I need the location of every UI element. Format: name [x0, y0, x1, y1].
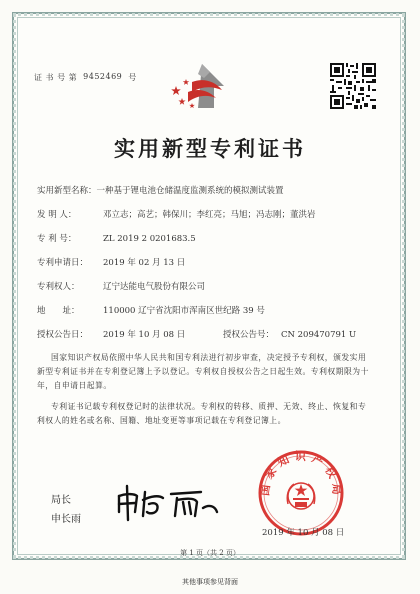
field-address [37, 304, 387, 316]
field-patentee [37, 280, 387, 292]
seal-text: 国家知识产权局 [258, 449, 344, 500]
utility-model-name-value: 一种基于锂电池仓储温度监测系统的模拟测试装置 [96, 186, 284, 196]
director-signature [113, 482, 223, 522]
footer-note: 其他事项参见背面 [182, 578, 238, 586]
director-name: 申长雨 [51, 514, 81, 525]
paragraph-1-line-2: 新型专利证书并在专利登记簿上予以登记。专利权自授权公告之日起生效。专利权期限为十 [37, 367, 369, 376]
grant-date-label: 授权公告日： [37, 330, 89, 340]
paragraph-1-line-3: 年，自申请日起算。 [37, 381, 112, 390]
page-number: 第 1 页（共 2 页） [180, 549, 240, 557]
cert-number-value: 9452469 [83, 72, 123, 81]
filing-date-value: 2019 年 02 月 13 日 [103, 258, 186, 268]
cert-number-label: 证 书 号 第 [34, 73, 78, 82]
patent-number-value: ZL 2019 2 0201683.5 [103, 234, 196, 244]
certificate-title: 实用新型专利证书 [114, 137, 306, 161]
cert-number-suffix: 号 [128, 73, 137, 82]
director-title: 局长 [51, 495, 71, 506]
inventors-value: 邓立志；高艺；韩保川；李红亮；马旭；冯志刚；董洪岩 [103, 210, 316, 220]
field-utility-model-name [37, 184, 387, 196]
certificate-number [34, 72, 137, 83]
patentee-value: 辽宁达能电气股份有限公司 [103, 282, 206, 292]
paragraph-1-line-1: 国家知识产权局依照中华人民共和国专利法进行初步审查，决定授予专利权，颁发实用 [51, 353, 367, 362]
field-patent-number [37, 232, 387, 244]
inventors-label: 发 明 人： [37, 210, 77, 220]
cnipa-emblem-icon [162, 56, 242, 114]
field-inventors [37, 208, 387, 220]
grant-number-value: CN 209470791 U [281, 330, 357, 340]
grant-date-value: 2019 年 10 月 08 日 [103, 330, 186, 340]
utility-model-name-label: 实用新型名称： [37, 186, 97, 196]
qr-code-icon [330, 63, 376, 109]
paragraph-2-line-1: 专利证书记载专利权登记时的法律状况。专利权的转移、质押、无效、终止、恢复和专 [51, 402, 367, 411]
address-value: 110000 辽宁省沈阳市浑南区世纪路 39 号 [103, 306, 265, 316]
address-label: 地 址： [37, 306, 80, 316]
official-seal [256, 448, 346, 538]
seal-date: 2019 年 10 月 08 日 [262, 528, 345, 538]
grant-number-label: 授权公告号： [223, 330, 275, 340]
field-filing-date [37, 256, 387, 268]
filing-date-label: 专利申请日： [37, 258, 89, 268]
field-grant-info [37, 328, 387, 340]
paragraph-2-line-2: 利权人的姓名或名称、国籍、地址变更等事项记载在专利登记簿上。 [37, 416, 286, 425]
patentee-label: 专利权人： [37, 282, 80, 292]
patent-number-label: 专 利 号： [37, 234, 77, 244]
director-block [51, 491, 81, 529]
